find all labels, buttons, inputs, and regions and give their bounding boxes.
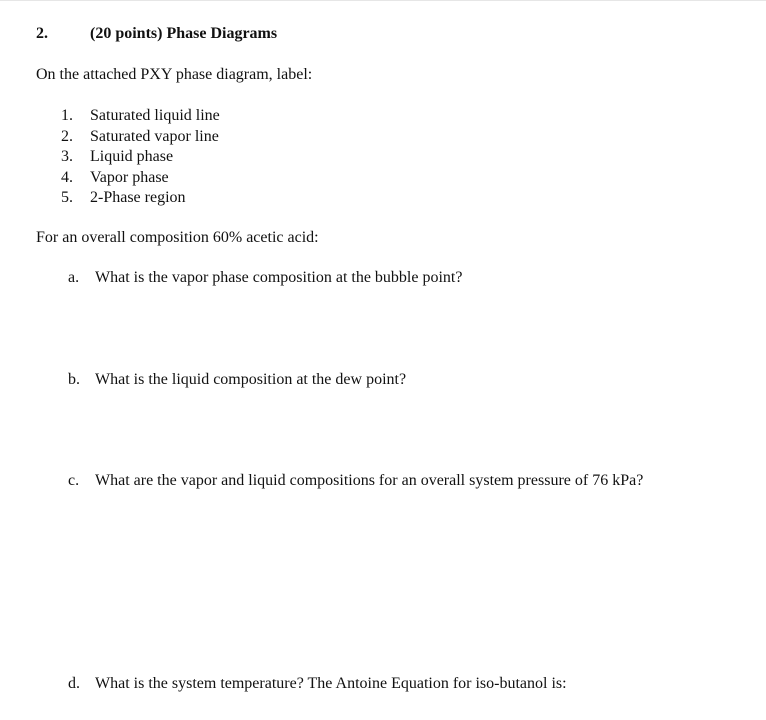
- composition-prompt: For an overall composition 60% acetic acid:: [36, 229, 319, 246]
- question-letter: d.: [68, 675, 80, 692]
- question-a: [68, 269, 462, 287]
- intro-text: On the attached PXY phase diagram, label:: [36, 66, 313, 83]
- list-item-text: Liquid phase: [90, 148, 174, 165]
- problem-title: (20 points) Phase Diagrams: [90, 25, 278, 42]
- list-item-text: Saturated vapor line: [90, 127, 219, 145]
- question-text: What is the liquid composition at the dew point?: [95, 371, 407, 388]
- problem-number: 2.: [36, 25, 48, 42]
- list-item-number: 4.: [61, 168, 73, 186]
- question-letter: b.: [68, 371, 80, 388]
- question-d: [68, 675, 567, 693]
- list-item-number: 1.: [61, 107, 73, 124]
- list-item: [61, 147, 220, 168]
- list-item-number: 5.: [61, 189, 73, 206]
- list-item-number: 2.: [61, 127, 73, 145]
- question-text: What is the system temperature? The Antoine Equation for iso-butanol is:: [95, 675, 567, 692]
- list-item: [61, 106, 220, 127]
- question-b: [68, 371, 406, 389]
- problem-heading: [36, 25, 277, 43]
- question-letter: c.: [68, 472, 80, 489]
- list-item: [61, 127, 220, 148]
- list-item-text: Saturated liquid line: [90, 107, 220, 124]
- question-c: [68, 472, 643, 490]
- list-item-number: 3.: [61, 148, 73, 165]
- label-list: [61, 106, 220, 209]
- question-text: What is the vapor phase composition at the bubble point?: [95, 269, 463, 286]
- list-item: [61, 168, 220, 189]
- question-text: What are the vapor and liquid compositions for an overall system pressure of 76 kPa?: [95, 472, 644, 489]
- list-item: [61, 188, 220, 209]
- list-item-text: 2-Phase region: [90, 189, 186, 206]
- question-letter: a.: [68, 269, 80, 286]
- list-item-text: Vapor phase: [90, 168, 169, 186]
- page-top-border: [0, 0, 766, 1]
